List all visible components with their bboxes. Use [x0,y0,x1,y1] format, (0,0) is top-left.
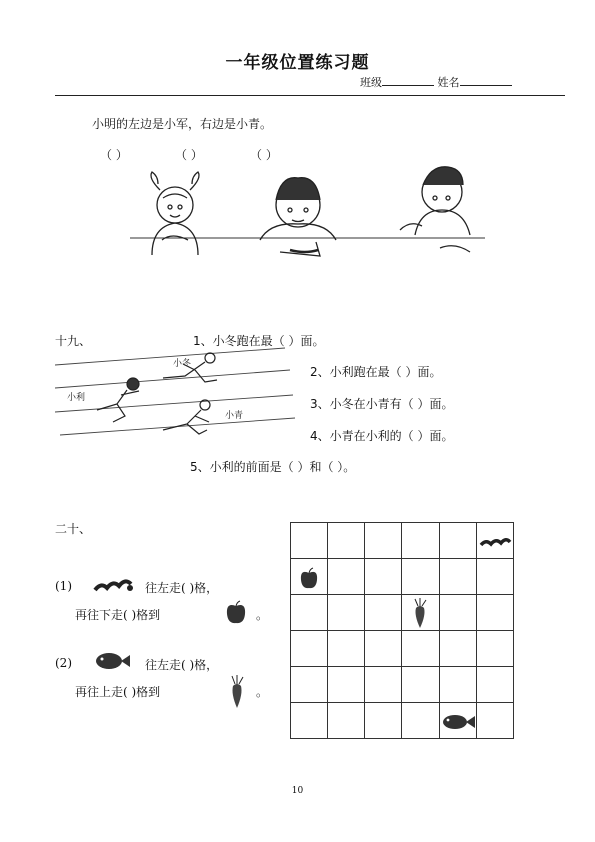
running-race-illustration [55,340,300,450]
q20-part1-period: 。 [256,608,269,622]
fish-icon [95,650,131,672]
q20-part1-line2: 再往下走( )格到 [75,608,161,622]
girl-drawing [151,172,199,255]
answer-blank-1: （ ） [100,148,128,162]
boy-right-drawing [400,167,470,252]
q19-item-3: 3、小冬在小青有（ ）面。 [310,397,454,411]
grid-caterpillar-icon [478,536,512,550]
q19-item-5: 5、小利的前面是（ ）和（ ）。 [190,460,356,474]
answer-blank-2: （ ） [175,148,203,162]
runner-label-xiaoli: 小利 [67,393,86,403]
section-19-label: 十九、 [55,334,92,348]
children-illustration [130,160,490,265]
apple-icon [226,600,246,624]
q20-part1-line1: 往左走( )格， [145,581,219,595]
runner-3-drawing [163,400,210,434]
runner-label-xiaodong: 小冬 [173,359,192,369]
grid-apple-icon [300,567,318,589]
name-blank [460,75,512,86]
carrot-icon [228,674,246,710]
q19-item-2: 2、小利跑在最（ ）面。 [310,365,442,379]
class-label: 班级 [360,76,382,89]
position-grid [290,522,514,738]
page-number: 10 [291,786,304,796]
header-rule [55,95,565,96]
q20-part1-number: (1) [55,579,72,593]
question-1-text: 小明的左边是小军，右边是小青。 [92,117,273,131]
caterpillar-icon [92,578,134,596]
boy-middle-drawing [260,178,336,256]
q20-part2-number: (2) [55,656,72,670]
page-title: 一年级位置练习题 [225,53,370,73]
name-label: 姓名 [437,76,460,89]
grid-table [290,522,514,739]
answer-blank-3: （ ） [250,148,278,162]
grid-fish-icon [442,712,476,732]
q20-part2-period: 。 [256,685,269,699]
section-20-label: 二十、 [55,522,92,536]
class-blank [382,75,434,86]
runner-label-xiaoqing: 小青 [225,411,244,421]
q19-item-1: 1、小冬跑在最（ ）面。 [193,334,325,348]
grid-carrot-icon [412,596,428,630]
q20-part2-line1: 往左走( )格， [145,658,219,672]
q20-part2-line2: 再往上走( )格到 [75,685,161,699]
q19-item-4: 4、小青在小利的（ ）面。 [310,429,454,443]
student-info [360,74,512,90]
